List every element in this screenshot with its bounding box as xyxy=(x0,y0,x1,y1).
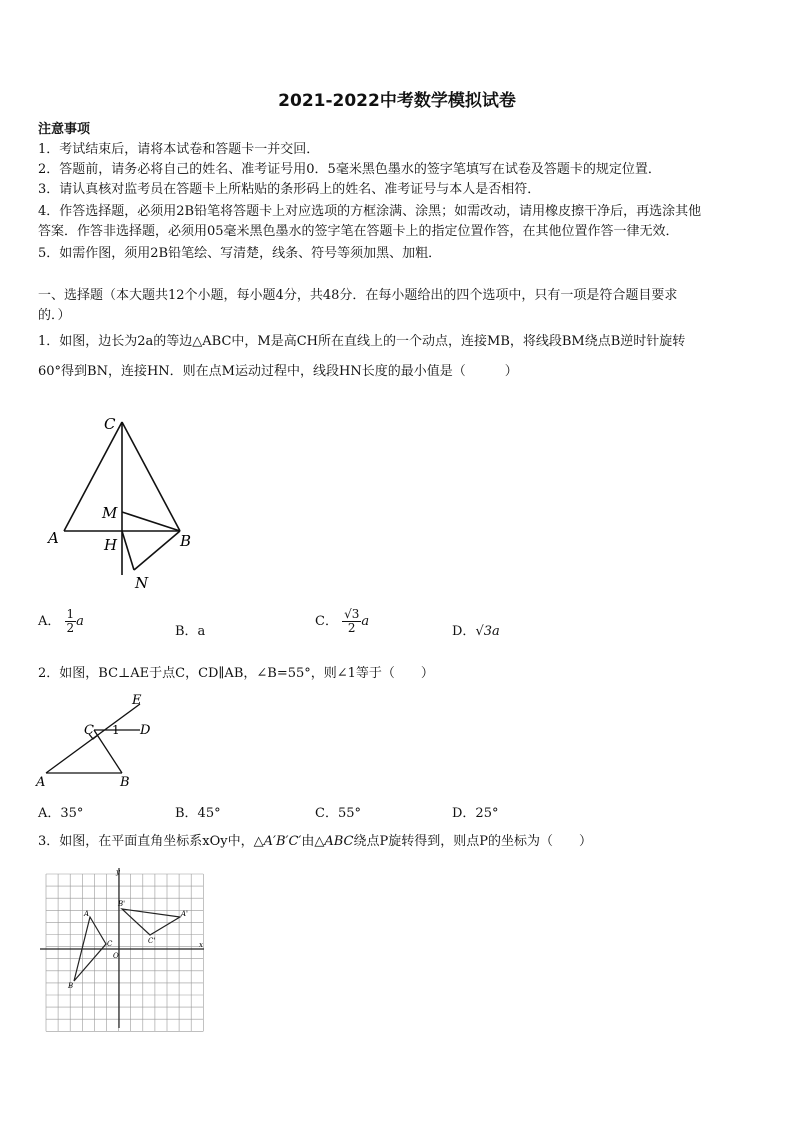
q1-option-a xyxy=(38,608,84,635)
section-heading-line1: 一、选择题（本大题共12个小题，每小题4分，共48分．在每小题给出的四个选项中，只有一项是符合题目要求 xyxy=(38,288,678,303)
label-b: B xyxy=(120,775,130,790)
numerator: √3 xyxy=(344,607,360,621)
label-a: A xyxy=(84,910,90,918)
q3-text-part: 3．如图，在平面直角坐标系xOy中，△ xyxy=(38,834,264,849)
label-c-prime: C' xyxy=(148,937,156,945)
q3-text-part: 由△ xyxy=(301,834,325,849)
label-a-prime: A' xyxy=(181,910,188,918)
denominator: 2 xyxy=(66,621,75,635)
notice-item: 4．作答选择题，必须用2B铅笔将答题卡上对应选项的方框涂满、涂黑；如需改动，请用橡皮擦干净后，再选涂其他 xyxy=(38,204,702,219)
q1-text-line2: 60°得到BN，连接HN．则在点M运动过程中，线段HN长度的最小值是（ ） xyxy=(38,364,518,379)
q3-text xyxy=(38,832,592,852)
label-c: C xyxy=(104,415,116,433)
q3-text-part: 绕点P旋转得到，则点P的坐标为（ ） xyxy=(353,834,592,849)
label-m: M xyxy=(102,504,118,522)
fraction xyxy=(342,608,361,635)
q3-figure xyxy=(36,864,216,1032)
label-b: B xyxy=(180,532,192,550)
notice-item: 1．考试结束后，请将本试卷和答题卡一并交回． xyxy=(38,142,320,157)
notice-heading: 注意事项 xyxy=(38,122,91,137)
segment-bn xyxy=(134,531,180,570)
q1-text-line1: 1．如图，边长为2a的等边△ABC中，M是高CH所在直线上的一个动点，连接MB，将线段BM绕点B逆时针旋转 xyxy=(38,334,686,349)
label-b-prime: B' xyxy=(118,900,126,908)
label-a: A xyxy=(36,775,46,790)
label-c: C xyxy=(84,723,94,738)
variable: a xyxy=(76,614,84,629)
q2-option-d: D．25° xyxy=(452,806,499,821)
label-c: C xyxy=(107,940,113,948)
q1-option-d xyxy=(452,620,500,639)
notice-item: 答案．作答非选择题，必须用05毫米黑色墨水的签字笔在答题卡上的指定位置作答，在其他位置作答一律无效． xyxy=(38,224,679,239)
segment-hn xyxy=(122,531,134,570)
denominator: 2 xyxy=(347,621,356,635)
option-label: A． xyxy=(38,614,61,629)
label-h: H xyxy=(104,536,118,554)
x-axis-label: x xyxy=(199,941,203,949)
origin-label: O xyxy=(113,952,119,960)
q3-triangle-image: A′B′C′ xyxy=(263,834,302,849)
coordinate-grid xyxy=(46,874,203,1031)
variable: a xyxy=(361,614,370,629)
notice-item: 2．答题前，请务必将自己的姓名、准考证号用0．5毫米黑色墨水的签字笔填写在试卷及答题卡的规定位置． xyxy=(38,162,661,177)
section-heading-line2: 的．） xyxy=(38,308,71,323)
q2-option-c: C．55° xyxy=(315,806,361,821)
notice-item: 5．如需作图，须用2B铅笔绘、写清楚，线条、符号等须加黑、加粗． xyxy=(38,246,442,261)
label-a: A xyxy=(48,529,59,547)
notice-item: 3．请认真核对监考员在答题卡上所粘贴的条形码上的姓名、准考证号与本人是否相符． xyxy=(38,182,541,197)
q1-option-b: B．a xyxy=(175,624,206,639)
option-label: C． xyxy=(315,614,338,629)
fraction xyxy=(65,608,77,635)
label-d: D xyxy=(140,723,151,738)
label-b: B xyxy=(68,982,74,990)
q2-option-b: B．45° xyxy=(175,806,221,821)
option-value: √3a xyxy=(475,624,500,639)
q2-text: 2．如图，BC⊥AE于点C，CD∥AB，∠B=55°，则∠1等于（ ） xyxy=(38,666,434,681)
numerator: 1 xyxy=(66,607,75,621)
option-label: D． xyxy=(452,624,476,639)
exam-title: 2021-2022中考数学模拟试卷 xyxy=(278,91,516,111)
label-n: N xyxy=(135,574,149,592)
q3-triangle-original: ABC xyxy=(324,834,354,849)
q2-figure xyxy=(34,690,174,792)
q1-option-c xyxy=(315,608,369,635)
angle-1-label: 1 xyxy=(112,723,120,737)
y-axis-label: y xyxy=(116,868,120,876)
label-e: E xyxy=(132,693,142,708)
q2-option-a: A．35° xyxy=(38,806,84,821)
q1-figure xyxy=(40,400,210,600)
